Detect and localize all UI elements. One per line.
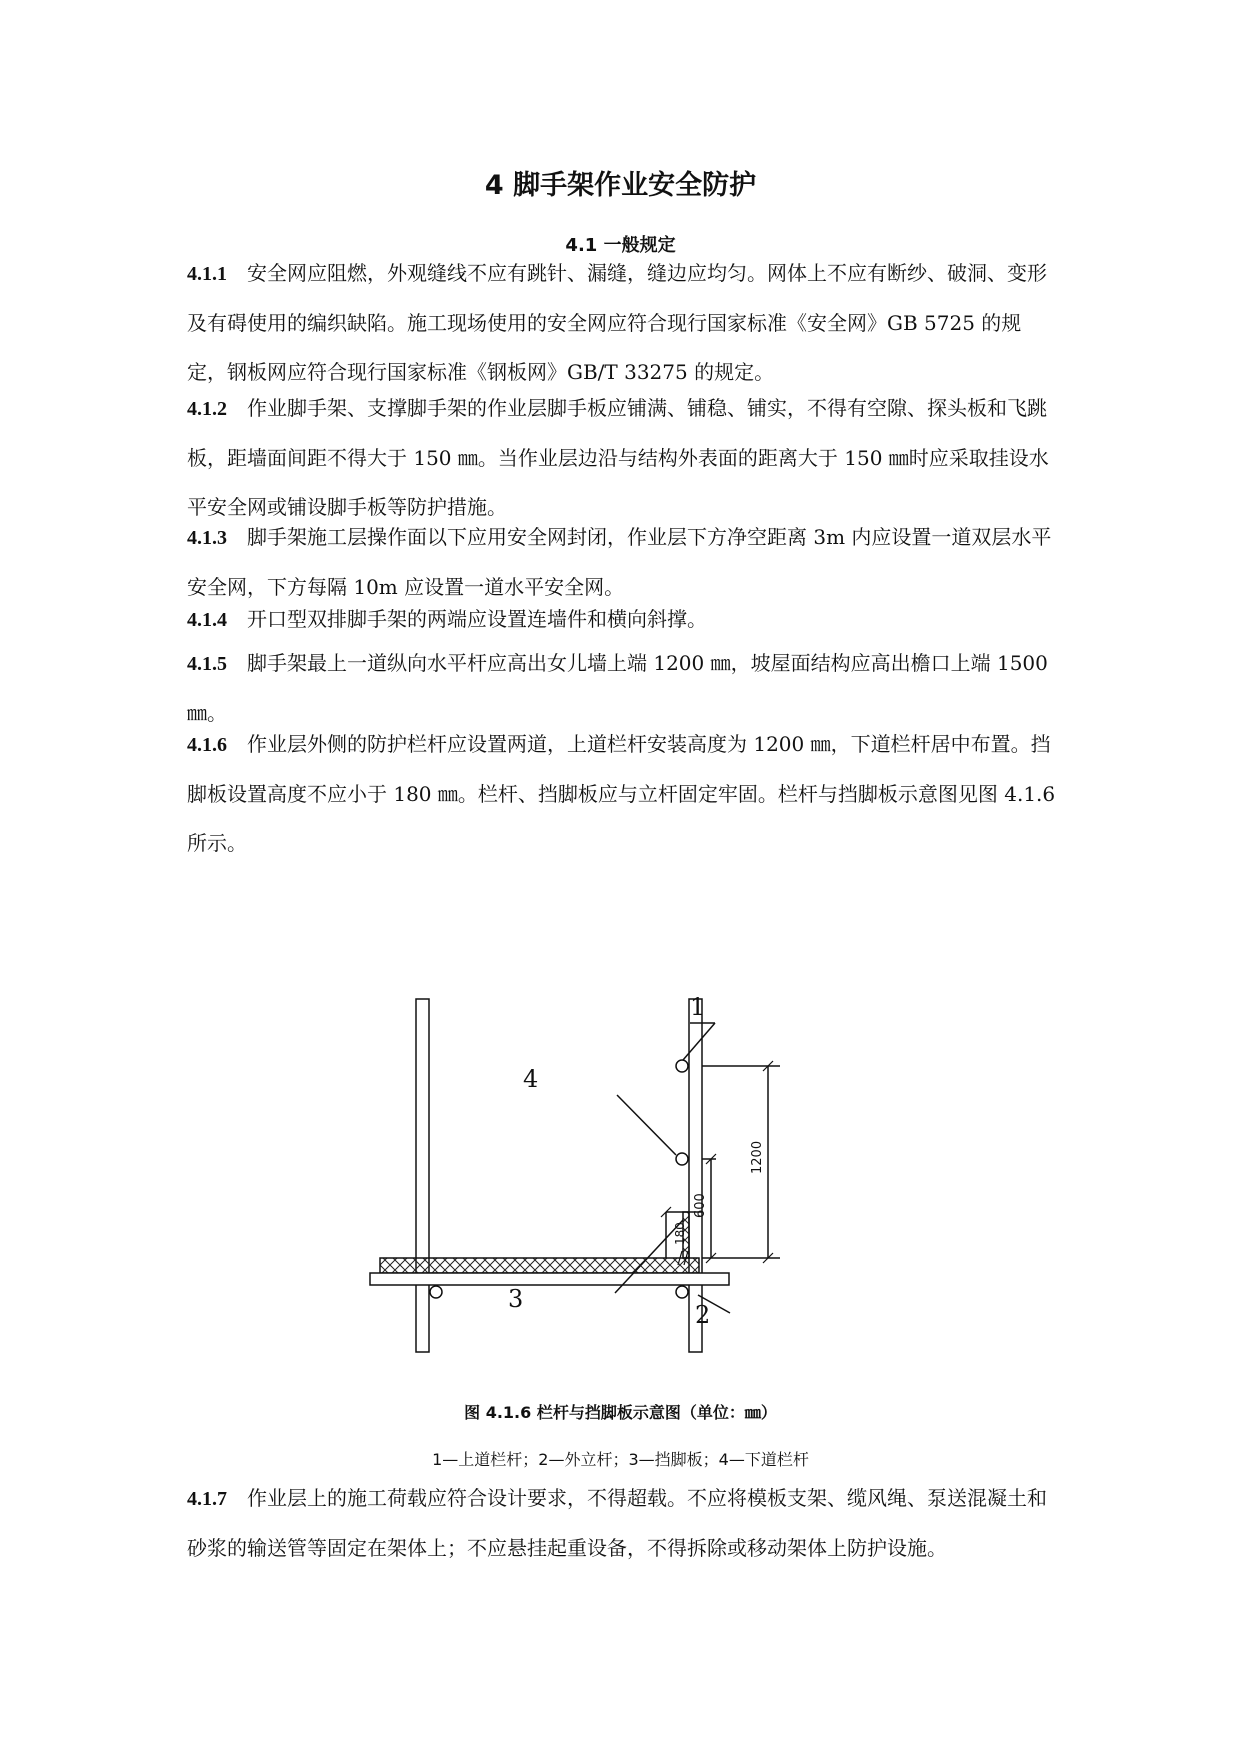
ledger-inner xyxy=(430,1286,442,1298)
dim-180: 180 xyxy=(673,1222,687,1245)
clause-number: 4.1.5 xyxy=(187,653,227,675)
clause-number: 4.1.1 xyxy=(187,263,227,285)
clause-4-1-4 xyxy=(187,595,1057,645)
clause-text: 作业脚手架、支撑脚手架的作业层脚手板应铺满、铺稳、铺实，不得有空隙、探头板和飞跳板，距墙面间距不得大于 150 ㎜。当作业层边沿与结构外表面的距离大于 150 ㎜时应采取挂设水平安全网或铺设脚手板等防护措施。 xyxy=(187,396,1049,519)
top-rail xyxy=(676,1060,688,1072)
railing-diagram xyxy=(360,975,765,1380)
label-2: 2 xyxy=(695,1301,711,1329)
figure-caption: 图 4.1.6 栏杆与挡脚板示意图（单位：㎜） xyxy=(464,1403,777,1422)
clause-4-1-6 xyxy=(187,720,1057,868)
railing-toeboard-figure xyxy=(360,975,765,1380)
clause-number: 4.1.7 xyxy=(187,1488,227,1510)
chapter-title: 4 脚手架作业安全防护 xyxy=(484,170,757,201)
clause-number: 4.1.2 xyxy=(187,398,227,420)
clause-number: 4.1.4 xyxy=(187,609,227,631)
clause-text: 安全网应阻燃，外观缝线不应有跳针、漏缝，缝边应均匀。网体上不应有断纱、破洞、变形及有碍使用的编织缺陷。施工现场使用的安全网应符合现行国家标准《安全网》GB 5725 的规定，钢板网应符合现行国家标准《钢板网》GB/T 33275 的规定。 xyxy=(187,261,1047,384)
clause-text: 脚手架最上一道纵向水平杆应高出女儿墙上端 1200 ㎜，坡屋面结构应高出檐口上端 1500 ㎜。 xyxy=(187,651,1048,725)
label-1: 1 xyxy=(690,993,706,1021)
section-title: 4.1 一般规定 xyxy=(565,235,676,256)
label-3: 3 xyxy=(508,1285,524,1313)
clause-4-1-2 xyxy=(187,384,1057,532)
mid-rail xyxy=(676,1153,688,1165)
dim-600: 600 xyxy=(693,1193,708,1218)
inner-standard xyxy=(416,999,429,1352)
figure-legend: 1—上道栏杆；2—外立杆；3—挡脚板；4—下道栏杆 xyxy=(432,1450,809,1469)
transverse-bar xyxy=(370,1273,729,1285)
dim-1200: 1200 xyxy=(750,1140,765,1174)
clause-4-1-1 xyxy=(187,249,1057,397)
scaffold-plank xyxy=(380,1258,699,1273)
label-4: 4 xyxy=(523,1065,539,1093)
clause-text: 开口型双排脚手架的两端应设置连墙件和横向斜撑。 xyxy=(247,607,707,631)
clause-number: 4.1.3 xyxy=(187,527,227,549)
clause-text: 脚手架施工层操作面以下应用安全网封闭，作业层下方净空距离 3m 内应设置一道双层水平安全网，下方每隔 10m 应设置一道水平安全网。 xyxy=(187,525,1052,599)
clause-text: 作业层上的施工荷载应符合设计要求，不得超载。不应将模板支架、缆风绳、泵送混凝土和砂浆的输送管等固定在架体上；不应悬挂起重设备，不得拆除或移动架体上防护设施。 xyxy=(187,1486,1047,1560)
clause-number: 4.1.6 xyxy=(187,734,227,756)
ledger-outer xyxy=(676,1286,688,1298)
clause-text: 作业层外侧的防护栏杆应设置两道，上道栏杆安装高度为 1200 ㎜，下道栏杆居中布置。挡脚板设置高度不应小于 180 ㎜。栏杆、挡脚板应与立杆固定牢固。栏杆与挡脚板示意图见图 4.1.6 所示。 xyxy=(187,732,1056,855)
clause-4-1-7 xyxy=(187,1474,1057,1573)
